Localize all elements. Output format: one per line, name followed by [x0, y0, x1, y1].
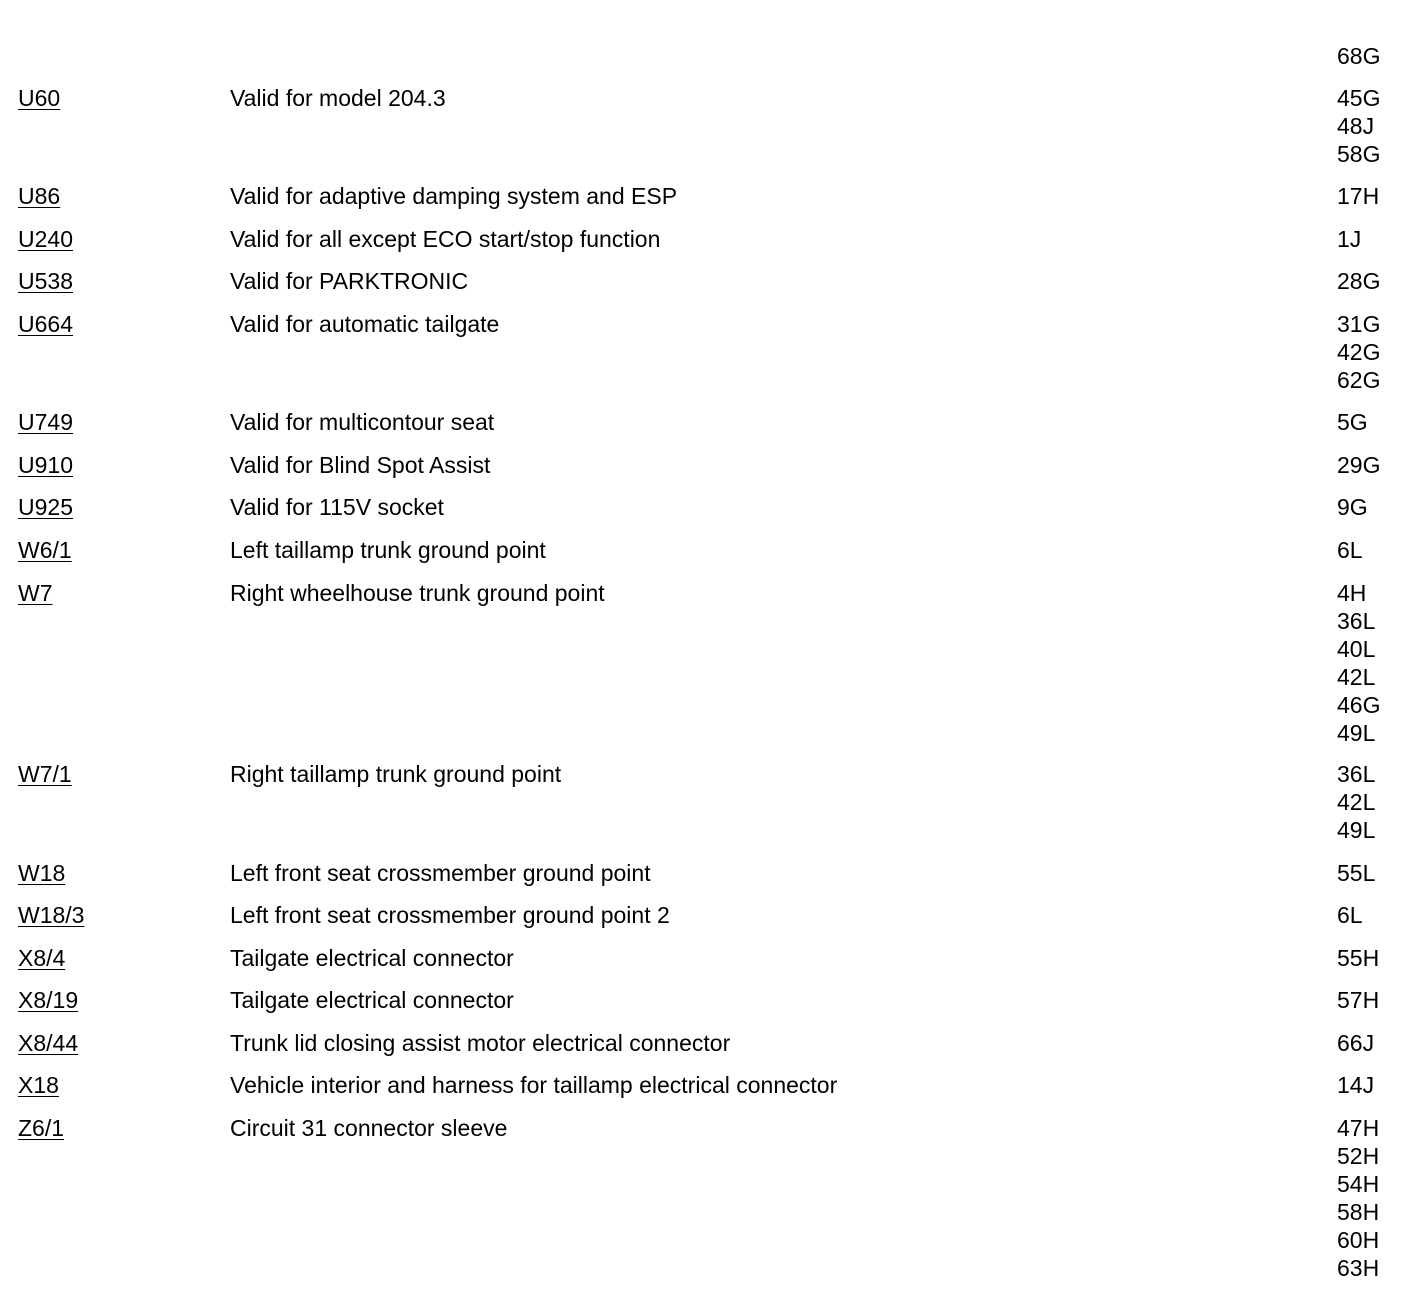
reference-list [1337, 986, 1379, 1014]
grid-reference: 45G [1337, 85, 1381, 111]
component-description: Valid for adaptive damping system and ESP [230, 183, 678, 209]
component-code-link[interactable]: X8/44 [18, 1030, 79, 1056]
reference-list [1337, 451, 1380, 479]
grid-reference: 5G [1337, 409, 1368, 435]
grid-reference: 52H [1337, 1143, 1380, 1169]
component-code-link[interactable]: W7 [18, 580, 53, 606]
reference-list [1337, 1114, 1379, 1282]
grid-reference: 29G [1337, 452, 1381, 478]
grid-reference: 49L [1337, 817, 1376, 843]
component-description: Valid for automatic tailgate [230, 311, 500, 337]
grid-reference: 4H [1337, 580, 1367, 606]
reference-list [1337, 493, 1368, 521]
grid-reference: 9G [1337, 494, 1368, 520]
component-code-link[interactable]: Z6/1 [18, 1115, 65, 1141]
grid-reference: 49L [1337, 720, 1376, 746]
grid-reference: 6L [1337, 902, 1363, 928]
grid-reference: 63H [1337, 1255, 1380, 1281]
component-description: Right wheelhouse trunk ground point [230, 580, 605, 606]
component-description: Circuit 31 connector sleeve [230, 1115, 508, 1141]
component-description: Valid for all except ECO start/stop function [230, 226, 661, 252]
reference-list [1337, 536, 1363, 564]
component-description: Trunk lid closing assist motor electrical connector [230, 1030, 731, 1056]
component-description: Left taillamp trunk ground point [230, 537, 546, 563]
grid-reference: 42L [1337, 664, 1376, 690]
grid-reference: 62G [1337, 367, 1381, 393]
grid-reference: 40L [1337, 636, 1376, 662]
grid-reference: 55L [1337, 860, 1376, 886]
grid-reference: 68G [1337, 43, 1381, 69]
grid-reference: 55H [1337, 945, 1380, 971]
grid-reference: 57H [1337, 987, 1380, 1013]
reference-list [1337, 760, 1375, 844]
component-description: Valid for Blind Spot Assist [230, 452, 491, 478]
grid-reference: 66J [1337, 1030, 1375, 1056]
component-code-link[interactable]: X8/4 [18, 945, 66, 971]
reference-list [1337, 267, 1380, 295]
grid-reference: 17H [1337, 183, 1380, 209]
component-description: Right taillamp trunk ground point [230, 761, 562, 787]
reference-list [1337, 310, 1380, 394]
grid-reference: 58H [1337, 1199, 1380, 1225]
reference-list [1337, 182, 1379, 210]
component-description: Left front seat crossmember ground point 2 [230, 902, 670, 928]
component-description: Valid for 115V socket [230, 494, 444, 520]
component-code-link[interactable]: U925 [18, 494, 73, 520]
component-description: Tailgate electrical connector [230, 945, 514, 971]
component-code-link[interactable]: X8/19 [18, 987, 79, 1013]
grid-reference: 31G [1337, 311, 1381, 337]
reference-list [1337, 84, 1380, 168]
component-description: Left front seat crossmember ground point [230, 860, 651, 886]
component-code-link[interactable]: W18/3 [18, 902, 85, 928]
grid-reference: 46G [1337, 692, 1381, 718]
grid-reference: 42G [1337, 339, 1381, 365]
component-code-link[interactable]: U538 [18, 268, 73, 294]
component-description: Valid for PARKTRONIC [230, 268, 469, 294]
component-code-link[interactable]: U60 [18, 85, 61, 111]
component-code-link[interactable]: W6/1 [18, 537, 72, 563]
grid-reference: 48J [1337, 113, 1375, 139]
component-code-link[interactable]: U86 [18, 183, 61, 209]
grid-reference: 14J [1337, 1072, 1375, 1098]
grid-reference: 36L [1337, 761, 1376, 787]
reference-list [1337, 944, 1379, 972]
reference-list [1337, 579, 1380, 747]
component-code-link[interactable]: U664 [18, 311, 73, 337]
component-code-link[interactable]: U749 [18, 409, 73, 435]
grid-reference: 47H [1337, 1115, 1380, 1141]
reference-list [1337, 1029, 1374, 1057]
grid-reference: 6L [1337, 537, 1363, 563]
component-description: Valid for model 204.3 [230, 85, 446, 111]
component-description: Valid for multicontour seat [230, 409, 495, 435]
grid-reference: 42L [1337, 789, 1376, 815]
grid-reference: 36L [1337, 608, 1376, 634]
component-description: Tailgate electrical connector [230, 987, 514, 1013]
component-description: Vehicle interior and harness for taillamp electrical connector [230, 1072, 838, 1098]
reference-list [1337, 42, 1380, 70]
reference-list [1337, 408, 1368, 436]
reference-list [1337, 225, 1361, 253]
grid-reference: 28G [1337, 268, 1381, 294]
reference-list [1337, 1071, 1374, 1099]
component-code-link[interactable]: X18 [18, 1072, 59, 1098]
grid-reference: 60H [1337, 1227, 1380, 1253]
reference-list [1337, 859, 1375, 887]
grid-reference: 58G [1337, 141, 1381, 167]
grid-reference: 54H [1337, 1171, 1380, 1197]
component-code-link[interactable]: U910 [18, 452, 73, 478]
reference-list [1337, 901, 1363, 929]
grid-reference: 1J [1337, 226, 1362, 252]
component-code-link[interactable]: U240 [18, 226, 73, 252]
component-code-link[interactable]: W18 [18, 860, 66, 886]
component-code-link[interactable]: W7/1 [18, 761, 72, 787]
